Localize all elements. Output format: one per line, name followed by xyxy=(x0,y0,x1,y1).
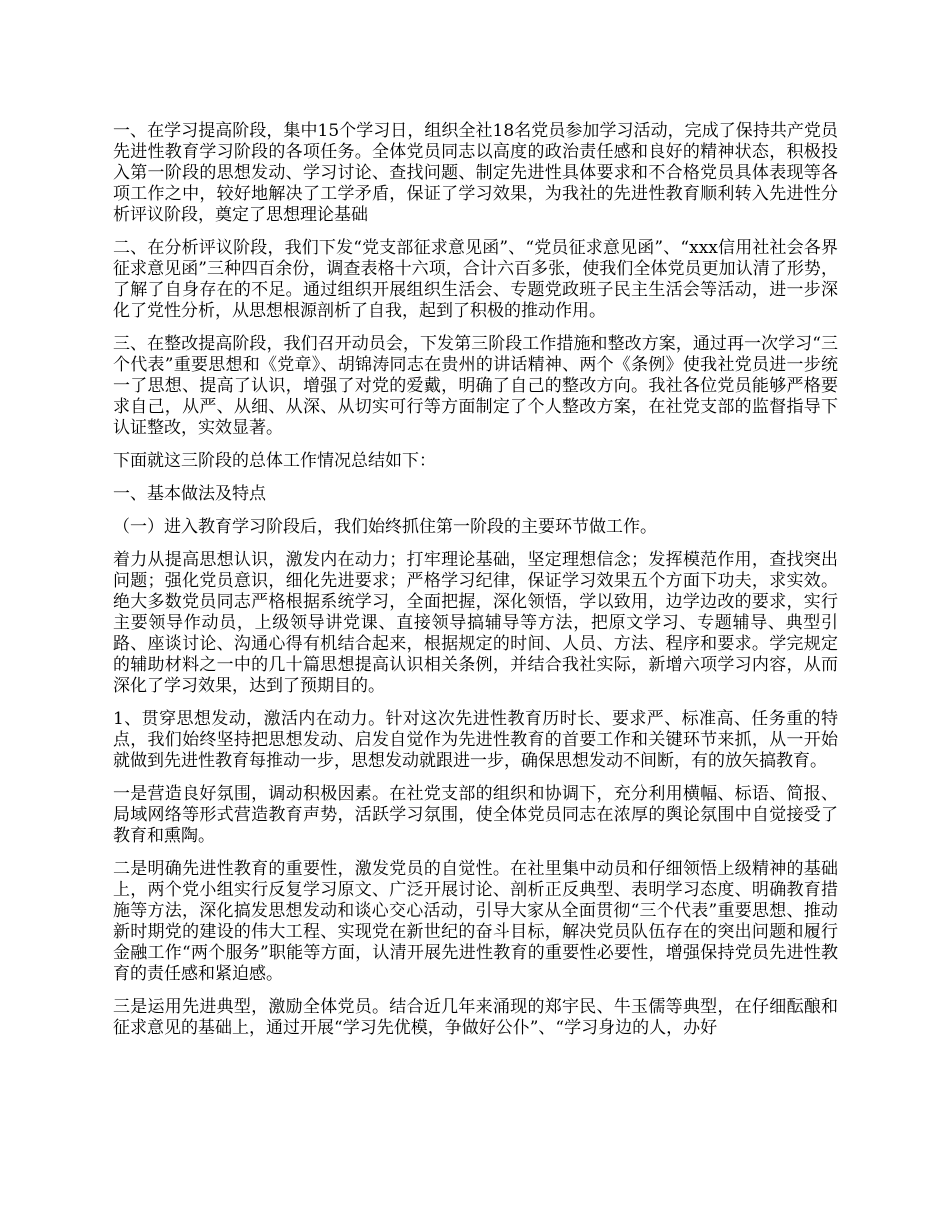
paragraph-stage-three: 三、在整改提高阶段，我们召开动员会，下发第三阶段工作措施和整改方案，通过再一次学习“三个代表”重要思想和《党章》、胡锦涛同志在贵州的讲话精神、两个《条例》使我社党员进一步统一了思想、提高了认识，增强了对党的爱戴，明确了自己的整改方向。我社各位党员能够严格要求自己，从严、从细、从深、从切实可行等方面制定了个人整改方案，在社党支部的监督指导下认证整改，实效显著。 xyxy=(113,334,838,438)
paragraph-importance: 二是明确先进性教育的重要性，激发党员的自觉性。在社里集中动员和仔细领悟上级精神的基础上，两个党小组实行反复学习原文、广泛开展讨论、剖析正反典型、表明学习态度、明确教育措施等方法，深化搞发思想发动和谈心交心活动，引导大家从全面贯彻“三个代表”重要思想、推动新时期党的建设的伟大工程、实现党在新世纪的奋斗目标，解决党员队伍存在的突出问题和履行金融工作“两个服务”职能等方面，认清开展先进性教育的重要性必要性，增强保持党员先进性教育的责任感和紧迫感。 xyxy=(113,859,838,984)
paragraph-summary-intro: 下面就这三阶段的总体工作情况总结如下： xyxy=(113,451,436,471)
section-heading-basic-methods: 一、基本做法及特点 xyxy=(113,484,266,504)
paragraph-five-aspects: 着力从提高思想认识，激发内在动力；打牢理论基础，坚定理想信念；发挥模范作用，查找突出问题；强化党员意识，细化先进要求；严格学习纪律，保证学习效果五个方面下功夫，求实效。绝大多数党员同志严格根据系统学习，全面把握，深化领悟，学以致用，边学边改的要求，实行主要领导作动员，上级领导讲党课、直接领导搞辅导等方法，把原文学习、专题辅导、典型引路、座谈讨论、沟通心得有机结合起来，根据规定的时间、人员、方法、程序和要求。学完规定的辅助材料之一中的几十篇思想提高认识相关条例，并结合我社实际，新增六项学习内容，从而深化了学习效果，达到了预期目的。 xyxy=(113,550,838,696)
paragraph-ideological-mobilization: 1、贯穿思想发动，激活内在动力。针对这次先进性教育历时长、要求严、标准高、任务重的特点，我们始终坚持把思想发动、启发自觉作为先进性教育的首要工作和关键环节来抓，从一开始就做到先进性教育每推动一步，思想发动就跟进一步，确保思想发动不间断，有的放矢搞教育。 xyxy=(113,709,838,771)
paragraph-advanced-models: 三是运用先进典型，激励全体党员。结合近几年来涌现的郑宇民、牛玉儒等典型，在仔细酝酿和征求意见的基础上，通过开展“学习先优模，争做好公仆”、“学习身边的人，办好 xyxy=(113,997,838,1038)
paragraph-atmosphere: 一是营造良好氛围，调动积极因素。在社党支部的组织和协调下，充分利用横幅、标语、简报、局域网络等形式营造教育声势，活跃学习氛围，使全体党员同志在浓厚的舆论氛围中自觉接受了教育和熏陶。 xyxy=(113,784,838,846)
paragraph-stage-one: 一、在学习提高阶段，集中15个学习日，组织全社18名党员参加学习活动，完成了保持共产党员先进性教育学习阶段的各项任务。全体党员同志以高度的政治责任感和良好的精神状态，积极投入第一阶段的思想发动、学习讨论、查找问题、制定先进性具体要求和不合格党员具体表现等各项工作之中，较好地解决了工学矛盾，保证了学习效果，为我社的先进性教育顺利转入先进性分析评议阶段，奠定了思想理论基础 xyxy=(113,121,838,225)
subsection-heading-study-stage: （一）进入教育学习阶段后，我们始终抓住第一阶段的主要环节做工作。 xyxy=(113,517,657,537)
paragraph-stage-two: 二、在分析评议阶段，我们下发“党支部征求意见函”、“党员征求意见函”、“xxx信用社社会各界征求意见函”三种四百余份，调查表格十六项，合计六百多张，使我们全体党员更加认清了形势，了解了自身存在的不足。通过组织开展组织生活会、专题党政班子民主生活会等活动，进一步深化了党性分析，从思想根源剖析了自我，起到了积极的推动作用。 xyxy=(113,238,838,321)
